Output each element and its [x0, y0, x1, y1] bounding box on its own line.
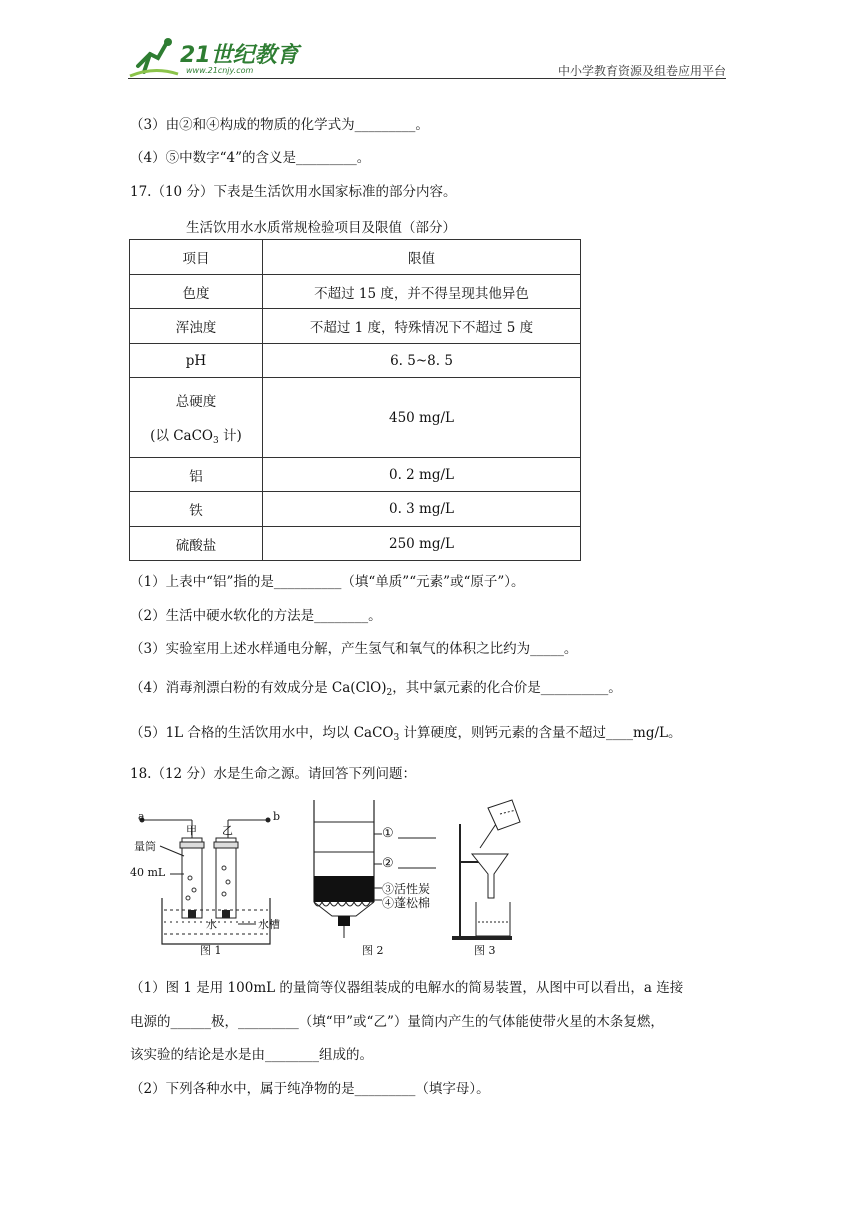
table-header-limit: 限值: [263, 240, 581, 275]
table-header-row: [130, 240, 581, 275]
terminal-b-label: b: [273, 810, 281, 823]
platform-name: 中小学教育资源及组卷应用平台: [557, 64, 726, 78]
terminal-a-label: a: [138, 810, 145, 823]
layer-4-label: ④蓬松棉: [382, 896, 431, 910]
table-cell-item: 色度: [130, 275, 263, 309]
logo-url: www.21cnjy.com: [186, 66, 254, 75]
table-cell-item: 铁: [130, 492, 263, 527]
tube-jia-label: 甲: [186, 824, 197, 837]
q17-part5: （5）1L 合格的生活饮用水中，均以 CaCO$_3$ 计算硬度，则钙元素的含量不超过____mg/L。: [130, 725, 682, 743]
table-row: [130, 378, 581, 458]
q16-part4: （4）⑤中数字“4”的含义是_________。: [130, 150, 371, 166]
hardness-note: (以 CaCO$_3$ 计): [150, 427, 242, 446]
q17-part2: （2）生活中硬水软化的方法是________。: [130, 608, 382, 624]
table-cell-limit: 6. 5~8. 5: [263, 344, 581, 378]
runner-logo-icon: [128, 36, 180, 78]
table-cell-limit: 0. 3 mg/L: [263, 492, 581, 527]
cylinder-label: 量筒: [134, 840, 156, 853]
q17-part4: （4）消毒剂漂白粉的有效成分是 $Ca(ClO)_2$，其中氯元素的化合价是__________。: [130, 680, 622, 698]
table-header-item: 项目: [130, 240, 263, 275]
q18-stem: 18.（12 分）水是生命之源。请回答下列问题：: [130, 766, 416, 782]
layer-3-label: ③活性炭: [382, 882, 431, 896]
site-logo: [128, 36, 308, 80]
q17-part3: （3）实验室用上述水样通电分解，产生氢气和氧气的体积之比约为_____。: [130, 641, 578, 657]
table-cell-item: 浑浊度: [130, 309, 263, 344]
table-cell-limit: 不超过 1 度，特殊情况下不超过 5 度: [263, 309, 581, 344]
water-label: 水: [206, 918, 217, 931]
figure-1-caption: 图 1: [200, 944, 222, 957]
figure-3-filtration: [450, 798, 530, 963]
table-row: [130, 275, 581, 309]
q18-part2: （2）下列各种水中，属于纯净物的是_________（填字母）。: [130, 1081, 490, 1097]
tube-yi-label: 乙: [222, 824, 233, 837]
table-row: [130, 527, 581, 561]
table-cell-limit: 250 mg/L: [263, 527, 581, 561]
layer-2-label: ②: [382, 856, 394, 871]
q18-part1-line3: 该实验的结论是水是由________组成的。: [130, 1047, 373, 1063]
trough-label: 水槽: [258, 918, 280, 931]
logo-text: 21世纪教育: [180, 43, 299, 68]
q18-part1-line2: 电源的______极，_________（填“甲”或“乙”）量筒内产生的气体能使带火星的木条复燃，: [130, 1014, 664, 1030]
water-standard-table: [129, 239, 581, 561]
table-cell-item: 硫酸盐: [130, 527, 263, 561]
table-row: [130, 309, 581, 344]
volume-label: 40 mL: [130, 866, 166, 879]
q18-part1-line1: （1）图 1 是用 100mL 的量筒等仪器组装成的电解水的简易装置，从图中可以看出，a 连接: [130, 980, 684, 996]
table-row: [130, 344, 581, 378]
figure-3-caption: 图 3: [474, 944, 496, 957]
q17-part1: （1）上表中“铝”指的是__________（填“单质”“元素”或“原子”）。: [130, 574, 525, 590]
table-cell-item-hardness: [130, 378, 263, 458]
filtration-setup-diagram: [450, 798, 530, 963]
table-cell-item: pH: [130, 344, 263, 378]
table-row: [130, 492, 581, 527]
table-title: 生活饮用水水质常规检验项目及限值（部分）: [186, 220, 456, 236]
table-cell-item: 铝: [130, 458, 263, 492]
table-cell-limit: 450 mg/L: [263, 378, 581, 458]
header-divider: [128, 78, 726, 79]
figure-2-caption: 图 2: [362, 944, 384, 957]
figure-1-electrolysis: [130, 798, 300, 963]
q17-stem: 17.（10 分）下表是生活饮用水国家标准的部分内容。: [130, 184, 457, 200]
figure-2-purifier: [308, 796, 448, 963]
table-cell-limit: 不超过 15 度，并不得呈现其他异色: [263, 275, 581, 309]
table-row: [130, 458, 581, 492]
hardness-label: 总硬度: [175, 393, 217, 410]
q16-part3: （3）由②和④构成的物质的化学式为_________。: [130, 117, 429, 133]
table-cell-limit: 0. 2 mg/L: [263, 458, 581, 492]
layer-1-label: ①: [382, 826, 394, 841]
